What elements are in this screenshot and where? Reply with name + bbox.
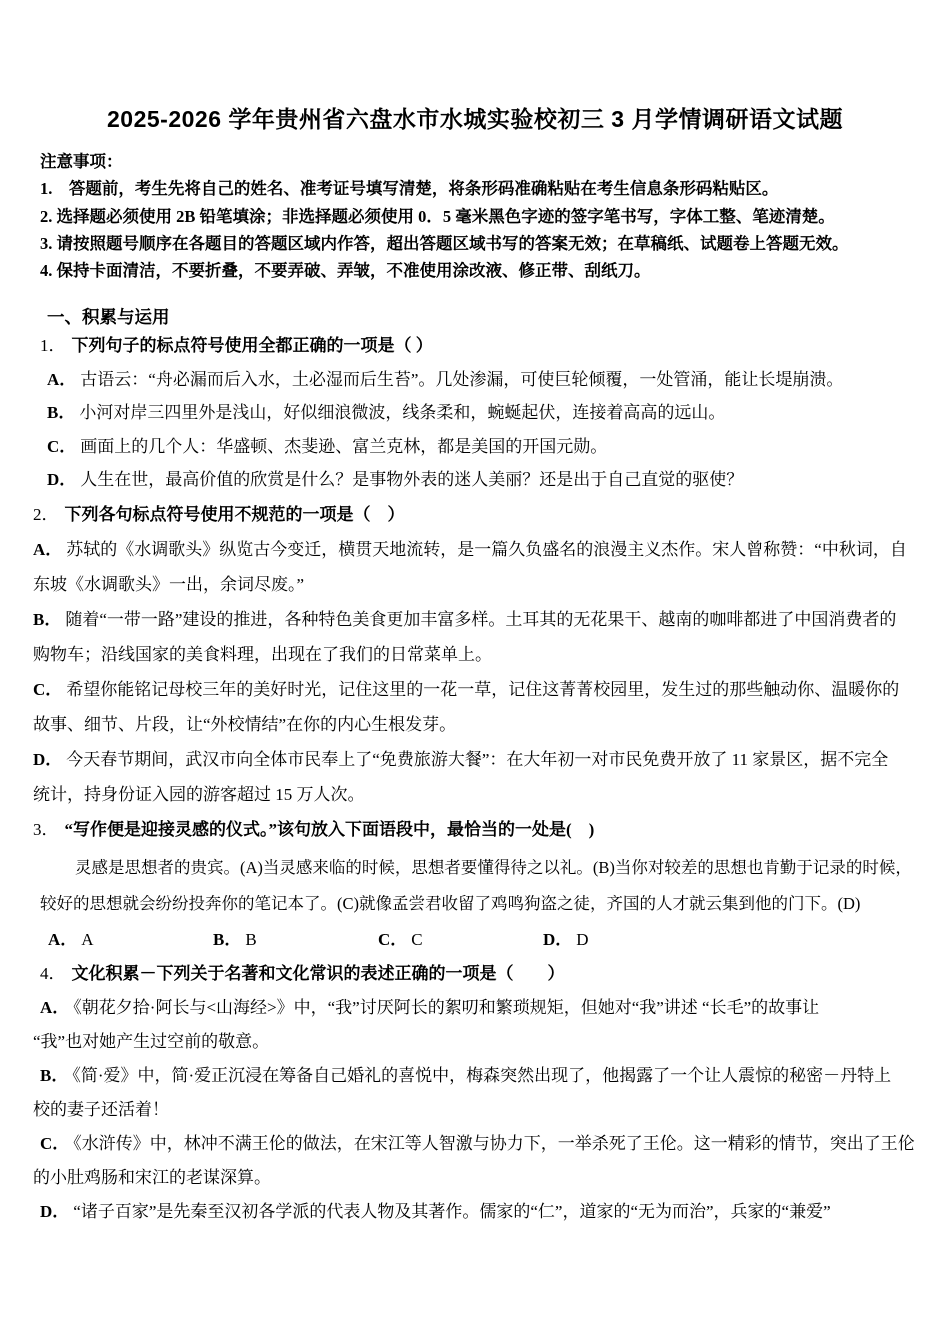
option-d-label: D． xyxy=(47,470,77,490)
question-1-option-b xyxy=(47,396,950,430)
question-1-number: 1． xyxy=(40,336,66,356)
question-3 xyxy=(0,812,950,957)
choice-d-label: D． xyxy=(543,929,573,949)
question-3-choice-a xyxy=(48,922,213,957)
notice-item-3: 3. 请按照题号顺序在各题目的答题区域内作答，超出答题区域书写的答案无效；在草稿纸、试题卷上答题无效。 xyxy=(40,233,849,253)
choice-c-text: C xyxy=(411,929,423,949)
option-c-text: 画面上的几个人：华盛顿、杰斐逊、富兰克林，都是美国的开国元勋。 xyxy=(80,436,608,456)
question-3-passage xyxy=(40,850,950,922)
question-4-option-a xyxy=(40,991,950,1025)
option-c-text: 《水浒传》中，林冲不满王伦的做法，在宋江等人智激与协力下，一举杀死了王伦。这一精彩的情节，突出了王伦 xyxy=(73,1133,915,1153)
question-4-option-c xyxy=(40,1127,950,1161)
choice-b-label: B． xyxy=(213,929,242,949)
choice-a-label: A． xyxy=(48,929,78,949)
question-2-option-c-cont: 故事、细节、片段，让“外校情结”在你的内心生根发芽。 xyxy=(33,714,457,734)
notice-item-2: 2. 选择题必须使用 2B 铅笔填涂；非选择题必须使用 0．5 毫米黑色字迹的签字笔书写，字体工整、笔迹清楚。 xyxy=(40,206,835,226)
notices xyxy=(40,148,910,284)
question-4-option-b-cont: 校的妻子还活着！ xyxy=(33,1099,169,1119)
question-2-option-a-cont: 东坡《水调歌头》一出，余词尽废。” xyxy=(33,574,305,594)
choice-d-text: D xyxy=(576,929,589,949)
option-a-label: A． xyxy=(33,539,63,559)
option-d-text: 今天春节期间，武汉市向全体市民奉上了“免费旅游大餐”：在大年初一对市民免费开放了 11 家景区，据不完全 xyxy=(66,749,889,769)
option-b-text: 《简·爱》中，简·爱正沉浸在筹备自己婚礼的喜悦中，梅森突然出现了，他揭露了一个让人震惊的秘密－丹特上 xyxy=(72,1065,892,1085)
question-2-prompt xyxy=(33,497,950,532)
option-a-label: A． xyxy=(40,997,70,1017)
question-1-option-c xyxy=(47,430,950,464)
question-2 xyxy=(0,497,950,812)
notice-item-1: 1. 答题前，考生先将自己的姓名、准考证号填写清楚，将条形码准确粘贴在考生信息条形码粘贴区。 xyxy=(40,179,779,199)
question-3-choice-d xyxy=(543,922,708,957)
option-c-label: C． xyxy=(40,1133,70,1153)
question-2-option-b-cont: 购物车；沿线国家的美食料理，出现在了我们的日常菜单上。 xyxy=(33,644,492,664)
question-3-choice-c xyxy=(378,922,543,957)
option-d-label: D． xyxy=(40,1201,70,1221)
question-3-text: “写作便是迎接灵感的仪式。”该句放入下面语段中，最恰当的一处是( ) xyxy=(64,819,595,839)
choice-c-label: C． xyxy=(378,929,408,949)
question-1-option-d xyxy=(47,463,950,497)
exam-title: 2025-2026 学年贵州省六盘水市水城实验校初三 3 月学情调研语文试题 xyxy=(107,106,843,132)
option-a-text: 古语云：“舟必漏而后入水，土必湿而后生苔”。几处渗漏，可使巨轮倾覆，一处管涌，能让长堤崩溃。 xyxy=(80,369,844,389)
option-b-label: B． xyxy=(47,403,76,423)
question-3-choices xyxy=(48,922,950,957)
option-d-label: D． xyxy=(33,749,63,769)
section-heading: 一、积累与运用 xyxy=(47,307,170,328)
question-4 xyxy=(0,957,950,1229)
question-3-choice-b xyxy=(213,922,378,957)
question-2-text: 下列各句标点符号使用不规范的一项是（ ） xyxy=(64,504,405,524)
passage-line-2: 较好的思想就会纷纷投奔你的笔记本了。(C)就像孟尝君收留了鸡鸣狗盗之徒，齐国的人才就云集到他的门下。(D) xyxy=(40,893,861,913)
question-4-prompt xyxy=(40,957,950,991)
question-1-text: 下列句子的标点符号使用全都正确的一项是（ ） xyxy=(71,336,433,356)
question-4-option-d xyxy=(40,1195,950,1229)
option-a-text: 《朝花夕拾·阿长与<山海经>》中，“我”讨厌阿长的絮叨和繁琐规矩，但她对“我”讲述 “长毛”的故事让 xyxy=(73,997,820,1017)
question-4-option-c-cont: 的小肚鸡肠和宋江的老谋深算。 xyxy=(33,1167,271,1187)
option-d-text: 人生在世，最高价值的欣赏是什么？是事物外表的迷人美丽？还是出于自己直觉的驱使？ xyxy=(80,470,744,490)
question-2-option-c xyxy=(33,672,950,707)
option-b-label: B． xyxy=(40,1065,69,1085)
option-b-label: B． xyxy=(33,609,62,629)
option-a-text: 苏轼的《水调歌头》纵览古今变迁，横贯天地流转，是一篇久负盛名的浪漫主义杰作。宋人曾称赞：“中秋词，自 xyxy=(66,539,907,559)
question-4-option-b xyxy=(40,1059,950,1093)
notices-heading: 注意事项： xyxy=(40,152,123,171)
choice-b-text: B xyxy=(245,929,257,949)
question-1-option-a xyxy=(47,363,950,397)
option-c-label: C． xyxy=(47,436,77,456)
option-a-label: A． xyxy=(47,369,77,389)
question-1 xyxy=(0,329,950,497)
passage-line-1: 灵感是思想者的贵宾。(A)当灵感来临的时候，思想者要懂得待之以礼。(B)当你对较差的思想也肯勤于记录的时候， xyxy=(75,857,912,877)
option-c-text: 希望你能铭记母校三年的美好时光，记住这里的一花一草，记住这菁菁校园里，发生过的那些触动你、温暖你的 xyxy=(66,679,900,699)
question-4-option-a-cont: “我”也对她产生过空前的敬意。 xyxy=(33,1031,270,1051)
question-4-number: 4． xyxy=(40,963,66,983)
question-2-option-a xyxy=(33,532,950,567)
question-3-number: 3． xyxy=(33,819,59,839)
option-c-label: C． xyxy=(33,679,63,699)
notice-item-4: 4. 保持卡面清洁，不要折叠，不要弄破、弄皱，不准使用涂改液、修正带、刮纸刀。 xyxy=(40,261,651,281)
question-2-option-d xyxy=(33,742,950,777)
choice-a-text: A xyxy=(81,929,94,949)
option-b-text: 小河对岸三四里外是浅山，好似细浪微波，线条柔和，蜿蜒起伏，连接着高高的远山。 xyxy=(79,403,726,423)
option-b-text: 随着“一带一路”建设的推进，各种特色美食更加丰富多样。土耳其的无花果干、越南的咖啡都进了中国消费者的 xyxy=(65,609,897,629)
question-3-prompt xyxy=(33,812,950,847)
question-2-number: 2． xyxy=(33,504,59,524)
question-2-option-d-cont: 统计，持身份证入园的游客超过 15 万人次。 xyxy=(33,784,365,804)
question-1-prompt xyxy=(40,329,950,363)
question-2-option-b xyxy=(33,602,950,637)
question-4-text: 文化积累－下列关于名著和文化常识的表述正确的一项是（ ） xyxy=(71,963,565,983)
option-d-text: “诸子百家”是先秦至汉初各学派的代表人物及其著作。儒家的“仁”，道家的“无为而治”，兵家的“兼爱” xyxy=(73,1201,831,1221)
